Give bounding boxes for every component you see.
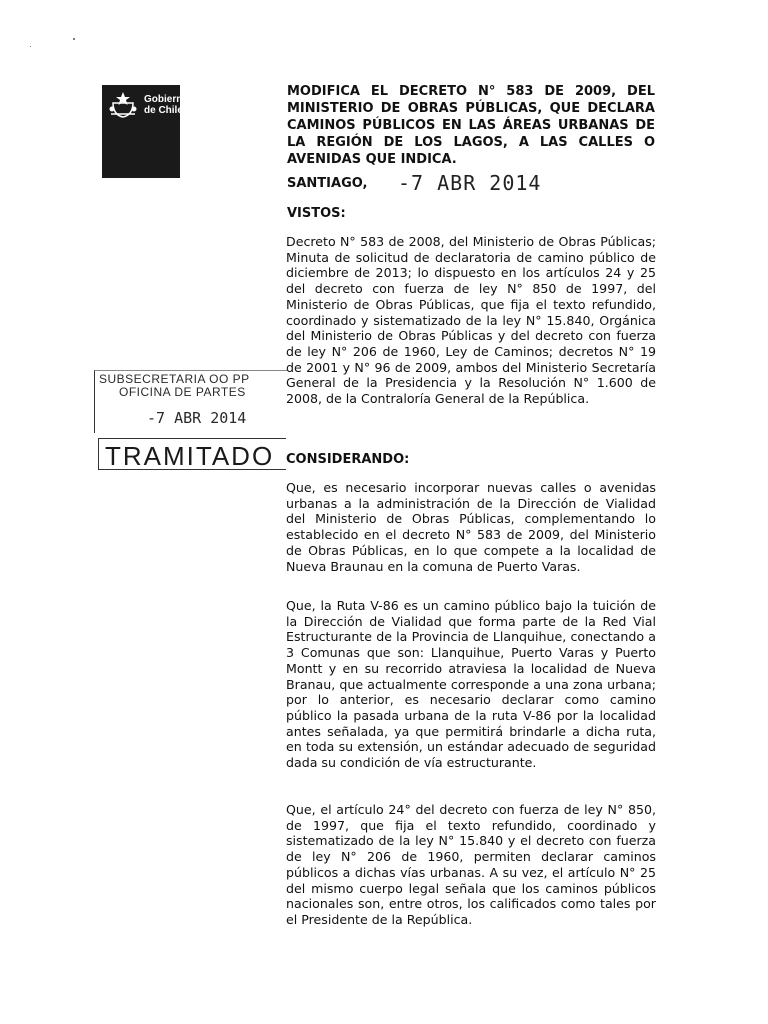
- scan-speck: [30, 46, 31, 47]
- vistos-paragraph: Decreto N° 583 de 2008, del Ministerio de Obras Públicas; Minuta de solicitud de declaratoria de camino público de diciembre de 2013; lo dispuesto en los artículos 24 y 25 del decreto con fuerza de ley N° 850 de 1997, del Ministerio de Obras Públicas, que fija el texto refundido, coordinado y sistematizado de la ley N° 15.840, Orgánica del Ministerio de Obras Públicas y del decreto con fuerza de ley N° 206 de 1960, Ley de Caminos; decretos N° 19 de 2001 y N° 96 de 2009, ambos del Ministerio Secretaría General de la Presidencia y la Resolución N° 1.600 de 2008, de la Contraloría General de la República.: [286, 234, 656, 407]
- scan-speck: [73, 38, 75, 40]
- government-logo: [102, 85, 189, 178]
- office-stamp: [94, 370, 287, 433]
- considerando-heading: CONSIDERANDO:: [286, 452, 410, 467]
- logo-text-line1: Gobierno: [144, 94, 189, 105]
- date-stamp: -7 ABR 2014: [398, 171, 542, 195]
- coat-of-arms-icon: [108, 89, 138, 119]
- office-stamp-line2: OFICINA DE PARTES: [119, 385, 246, 399]
- considerando-paragraph-1: Que, es necesario incorporar nuevas calles o avenidas urbanas a la administración de la Dirección de Vialidad del Ministerio de Obras Públicas, complementando lo establecido en el decreto N° 583 de 2009, del Ministerio de Obras Públicas, en lo que compete a la localidad de Nueva Braunau en la comuna de Puerto Varas.: [286, 480, 656, 574]
- considerando-paragraph-3: Que, el artículo 24° del decreto con fuerza de ley N° 850, de 1997, que fija el texto refundido, coordinado y sistematizado de la ley N° 15.840 y el decreto con fuerza de ley N° 206 de 1960, permiten declarar caminos públicos a dichas vías urbanas. A su vez, el artículo N° 25 del mismo cuerpo legal señala que los caminos públicos nacionales son, entre otros, los calificados como tales por el Presidente de la República.: [286, 802, 656, 927]
- logo-text-line2: de Chile: [144, 105, 183, 116]
- tramitado-stamp: TRAMITADO: [98, 438, 286, 470]
- vistos-heading: VISTOS:: [287, 206, 346, 221]
- office-stamp-date: -7 ABR 2014: [147, 409, 247, 427]
- considerando-paragraph-2: Que, la Ruta V-86 es un camino público bajo la tuición de la Dirección de Vialidad que forma parte de la Red Vial Estructurante de la Provincia de Llanquihue, conectando a 3 Comunas que son: Llanquihue, Puerto Varas y Puerto Montt y en su recorrido atraviesa la localidad de Nueva Branau, que actualmente corresponde a una zona urbana; por lo anterior, es necesario declarar como camino público la pasada urbana de la ruta V-86 por la localidad antes señalada, ya que permitirá brindarle a dicha ruta, en toda su extensión, un estándar adecuado de seguridad dada su condición de vía estructurante.: [286, 598, 656, 771]
- document-title: MODIFICA EL DECRETO N° 583 DE 2009, DEL MINISTERIO DE OBRAS PÚBLICAS, QUE DECLARA CAMINOS PÚBLICOS EN LAS ÁREAS URBANAS DE LA REGIÓN DE LOS LAGOS, A LAS CALLES O AVENIDAS QUE INDICA.: [287, 84, 655, 167]
- office-stamp-line1: SUBSECRETARIA OO PP: [99, 372, 250, 386]
- place-label: SANTIAGO,: [287, 176, 368, 191]
